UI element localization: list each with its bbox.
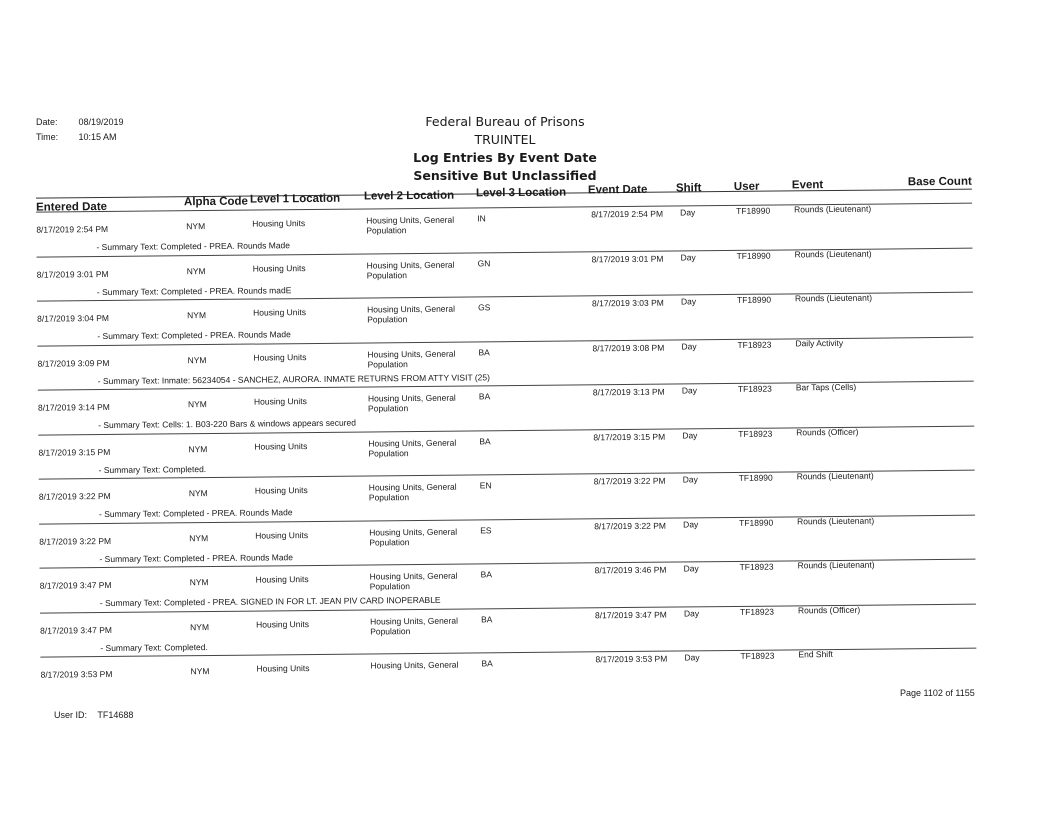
time-value: 10:15 AM	[78, 132, 117, 142]
level3-cell: ES	[480, 524, 492, 535]
level3-cell: BA	[481, 658, 493, 669]
summary-text: - Summary Text: Completed - PREA. Rounds Made	[98, 507, 293, 520]
event-date-cell: 8/17/2019 2:54 PM	[591, 208, 664, 220]
date-value: 08/19/2019	[78, 117, 124, 127]
level2-cell: Housing Units, General Population	[367, 303, 456, 325]
event-cell: Rounds (Lieutenant)	[794, 203, 872, 215]
shift-cell: Day	[684, 652, 700, 663]
shift-cell: Day	[681, 385, 698, 396]
event-date-cell: 8/17/2019 3:22 PM	[594, 520, 667, 531]
alpha-code-cell: NYM	[187, 310, 207, 321]
event-date-cell: 8/17/2019 3:01 PM	[591, 253, 664, 264]
alpha-code-cell: NYM	[188, 443, 208, 454]
shift-cell: Day	[683, 518, 699, 529]
event-cell: Rounds (Lieutenant)	[797, 515, 875, 526]
entered-date-cell: 8/17/2019 2:54 PM	[36, 223, 109, 235]
page-number: Page 1102 of 1155	[900, 688, 975, 698]
level1-cell: Housing Units	[252, 218, 306, 229]
level2-cell: Housing Units, General Population	[369, 526, 458, 547]
level1-cell: Housing Units	[255, 574, 309, 585]
classification: Sensitive But Unclassified	[413, 168, 597, 183]
entered-date-cell: 8/17/2019 3:01 PM	[36, 268, 109, 280]
summary-text: - Summary Text: Completed.	[98, 463, 207, 475]
event-cell: End Shift	[798, 649, 833, 660]
col-entered-date: Entered Date	[36, 200, 108, 214]
level2-cell: Housing Units, General Population	[366, 259, 455, 280]
col-shift: Shift	[675, 182, 702, 195]
col-level3: Level 3 Location	[475, 186, 567, 200]
alpha-code-cell: NYM	[187, 399, 207, 410]
entered-date-cell: 8/17/2019 3:15 PM	[38, 446, 111, 458]
col-event-date: Event Date	[587, 183, 648, 197]
event-cell: Daily Activity	[795, 337, 844, 348]
level2-cell: Housing Units, General Population	[369, 570, 458, 592]
alpha-code-cell: NYM	[186, 265, 206, 276]
event-date-cell: 8/17/2019 3:46 PM	[594, 564, 667, 576]
user-cell: TF18923	[737, 339, 772, 350]
event-date-cell: 8/17/2019 3:15 PM	[593, 431, 666, 442]
alpha-code-cell: NYM	[188, 488, 208, 499]
event-date-cell: 8/17/2019 3:03 PM	[591, 297, 664, 309]
level1-cell: Housing Units	[254, 440, 308, 452]
user-cell: TF18923	[739, 606, 775, 617]
level2-cell: Housing Units, General Population	[366, 214, 455, 236]
shift-cell: Day	[683, 563, 699, 574]
level3-cell: GS	[478, 302, 491, 313]
user-cell: TF18923	[737, 383, 772, 394]
date-label: Date:	[36, 117, 58, 127]
user-id-value: TF14688	[97, 710, 134, 720]
level3-cell: BA	[478, 346, 490, 357]
event-date-cell: 8/17/2019 3:13 PM	[592, 386, 665, 398]
alpha-code-cell: NYM	[190, 666, 210, 677]
level3-cell: BA	[480, 569, 493, 580]
user-cell: TF18990	[738, 472, 773, 483]
level3-cell: BA	[480, 613, 493, 624]
user-id-label: User ID:	[54, 710, 88, 720]
event-cell: Rounds (Officer)	[796, 426, 859, 437]
entered-date-cell: 8/17/2019 3:22 PM	[39, 535, 112, 547]
level2-cell: Housing Units, General Population	[368, 437, 457, 458]
entered-date-cell: 8/17/2019 3:09 PM	[37, 357, 110, 369]
summary-text: - Summary Text: Cells: 1. B03-220 Bars & windows appears secured	[98, 417, 356, 431]
level2-cell: Housing Units, General Population	[367, 348, 456, 369]
time-label: Time:	[36, 132, 59, 142]
col-user: User	[733, 180, 760, 193]
col-base-count: Base Count	[907, 175, 972, 189]
shift-cell: Day	[681, 340, 697, 351]
event-date-cell: 8/17/2019 3:47 PM	[594, 609, 667, 620]
level1-cell: Housing Units	[255, 529, 309, 541]
level3-cell: BA	[479, 435, 491, 446]
level3-cell: IN	[477, 213, 486, 224]
table-row	[40, 648, 976, 701]
user-cell: TF18990	[736, 205, 771, 216]
entered-date-cell: 8/17/2019 3:22 PM	[38, 490, 111, 502]
summary-text: - Summary Text: Completed - PREA. Rounds Made	[97, 329, 291, 342]
shift-cell: Day	[680, 296, 697, 307]
user-cell: TF18990	[739, 517, 774, 528]
level3-cell: EN	[479, 480, 492, 491]
entered-date-cell: 8/17/2019 3:53 PM	[40, 668, 113, 680]
level1-cell: Housing Units	[254, 485, 308, 496]
shift-cell: Day	[683, 607, 700, 618]
entered-date-cell: 8/17/2019 3:04 PM	[37, 312, 110, 324]
user-id	[54, 710, 133, 720]
user-cell: TF18990	[736, 250, 771, 261]
level2-cell: Housing Units, General Population	[367, 392, 456, 414]
level2-cell: Housing Units, General Population	[368, 481, 457, 503]
event-cell: Rounds (Lieutenant)	[794, 248, 872, 259]
agency-name: Federal Bureau of Prisons	[425, 114, 585, 129]
event-cell: Rounds (Lieutenant)	[794, 292, 873, 304]
shift-cell: Day	[682, 474, 698, 485]
system-name: TRUINTEL	[474, 132, 536, 147]
level1-cell: Housing Units	[252, 262, 306, 274]
level1-cell: Housing Units	[253, 307, 307, 318]
event-date-cell: 8/17/2019 3:08 PM	[592, 342, 665, 353]
alpha-code-cell: NYM	[190, 621, 210, 632]
shift-cell: Day	[680, 207, 696, 218]
event-date-cell: 8/17/2019 3:22 PM	[593, 475, 666, 487]
summary-text: - Summary Text: Completed - PREA. SIGNED IN FOR LT. JEAN PIV CARD INOPERABLE	[99, 594, 441, 609]
event-cell: Rounds (Officer)	[797, 604, 861, 615]
report-name: Log Entries By Event Date	[413, 150, 597, 165]
level2-cell: Housing Units, General	[370, 659, 459, 671]
alpha-code-cell: NYM	[186, 221, 206, 232]
summary-text: - Summary Text: Inmate: 56234054 - SANCHEZ, AURORA. INMATE RETURNS FROM ATTY VISIT (25)	[97, 371, 490, 386]
summary-text: - Summary Text: Completed - PREA. Rounds Made	[96, 240, 291, 253]
level2-cell: Housing Units, General Population	[370, 615, 458, 636]
col-event: Event	[791, 179, 824, 192]
level1-cell: Housing Units	[256, 663, 310, 674]
user-cell: TF18923	[739, 561, 774, 572]
shift-cell: Day	[682, 429, 698, 440]
col-alpha-code: Alpha Code	[183, 195, 248, 209]
event-cell: Rounds (Lieutenant)	[797, 559, 875, 571]
shift-cell: Day	[680, 251, 696, 262]
level3-cell: BA	[478, 391, 491, 402]
alpha-code-cell: NYM	[189, 532, 209, 543]
user-cell: TF18990	[736, 294, 772, 305]
col-level2: Level 2 Location	[363, 189, 455, 203]
event-cell: Rounds (Lieutenant)	[796, 470, 874, 482]
event-date-cell: 8/17/2019 3:53 PM	[595, 653, 668, 665]
col-level1: Level 1 Location	[249, 192, 341, 206]
level3-cell: GN	[477, 257, 491, 268]
entered-date-cell: 8/17/2019 3:47 PM	[40, 624, 113, 636]
entered-date-cell: 8/17/2019 3:14 PM	[37, 401, 110, 413]
summary-text: - Summary Text: Completed - PREA. Rounds madE	[96, 284, 292, 297]
summary-text: - Summary Text: Completed.	[100, 641, 208, 653]
user-cell: TF18923	[738, 428, 773, 439]
user-cell: TF18923	[740, 650, 775, 661]
alpha-code-cell: NYM	[189, 577, 209, 588]
alpha-code-cell: NYM	[187, 354, 207, 365]
level1-cell: Housing Units	[256, 618, 310, 630]
level1-cell: Housing Units	[253, 396, 307, 407]
entered-date-cell: 8/17/2019 3:47 PM	[39, 579, 112, 591]
summary-text: - Summary Text: Completed - PREA. Rounds Made	[99, 551, 294, 564]
event-cell: Bar Taps (Cells)	[795, 381, 857, 393]
level1-cell: Housing Units	[253, 351, 307, 363]
